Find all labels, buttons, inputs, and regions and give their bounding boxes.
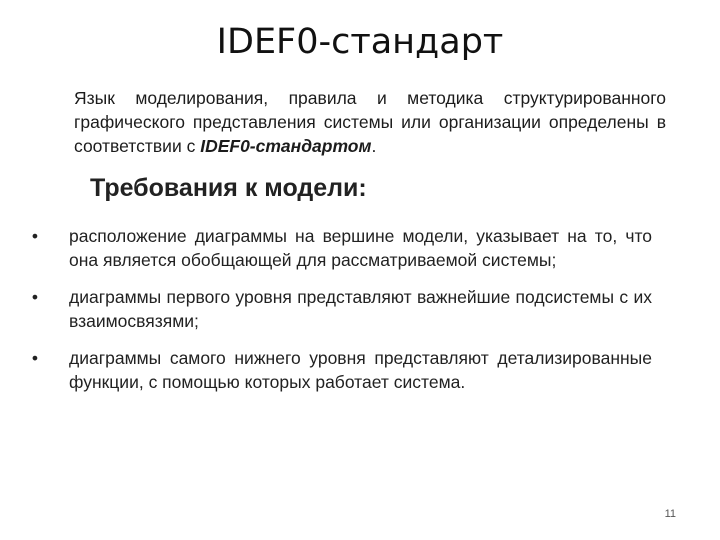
intro-suffix: . [371,136,377,156]
list-item-text: диаграммы самого нижнего уровня представляют детализированные функции, с помощью которых работает система. [69,348,652,392]
page-number: 11 [664,508,676,520]
list-item [28,346,652,394]
bullet-icon: • [31,226,39,246]
intro-emphasis: IDEF0-стандартом [200,136,372,156]
requirements-heading: Требования к модели: [90,174,367,202]
list-item [28,224,652,272]
list-item-text: диаграммы первого уровня представляют важнейшие подсистемы с их взаимосвязями; [69,287,652,331]
bullet-icon: • [31,287,39,307]
intro-paragraph [74,86,666,158]
slide-title: IDEF0-стандарт [216,22,504,62]
list-item [28,285,652,333]
list-item-text: расположение диаграммы на вершине модели, указывает на то, что она является обобщающей для рассматриваемой системы; [69,226,652,270]
intro-text: Язык моделирования, правила и методика структурированного графического представления системы или организации определены в соответствии с [74,88,666,156]
bullet-icon: • [31,348,39,368]
requirements-list [28,224,652,407]
